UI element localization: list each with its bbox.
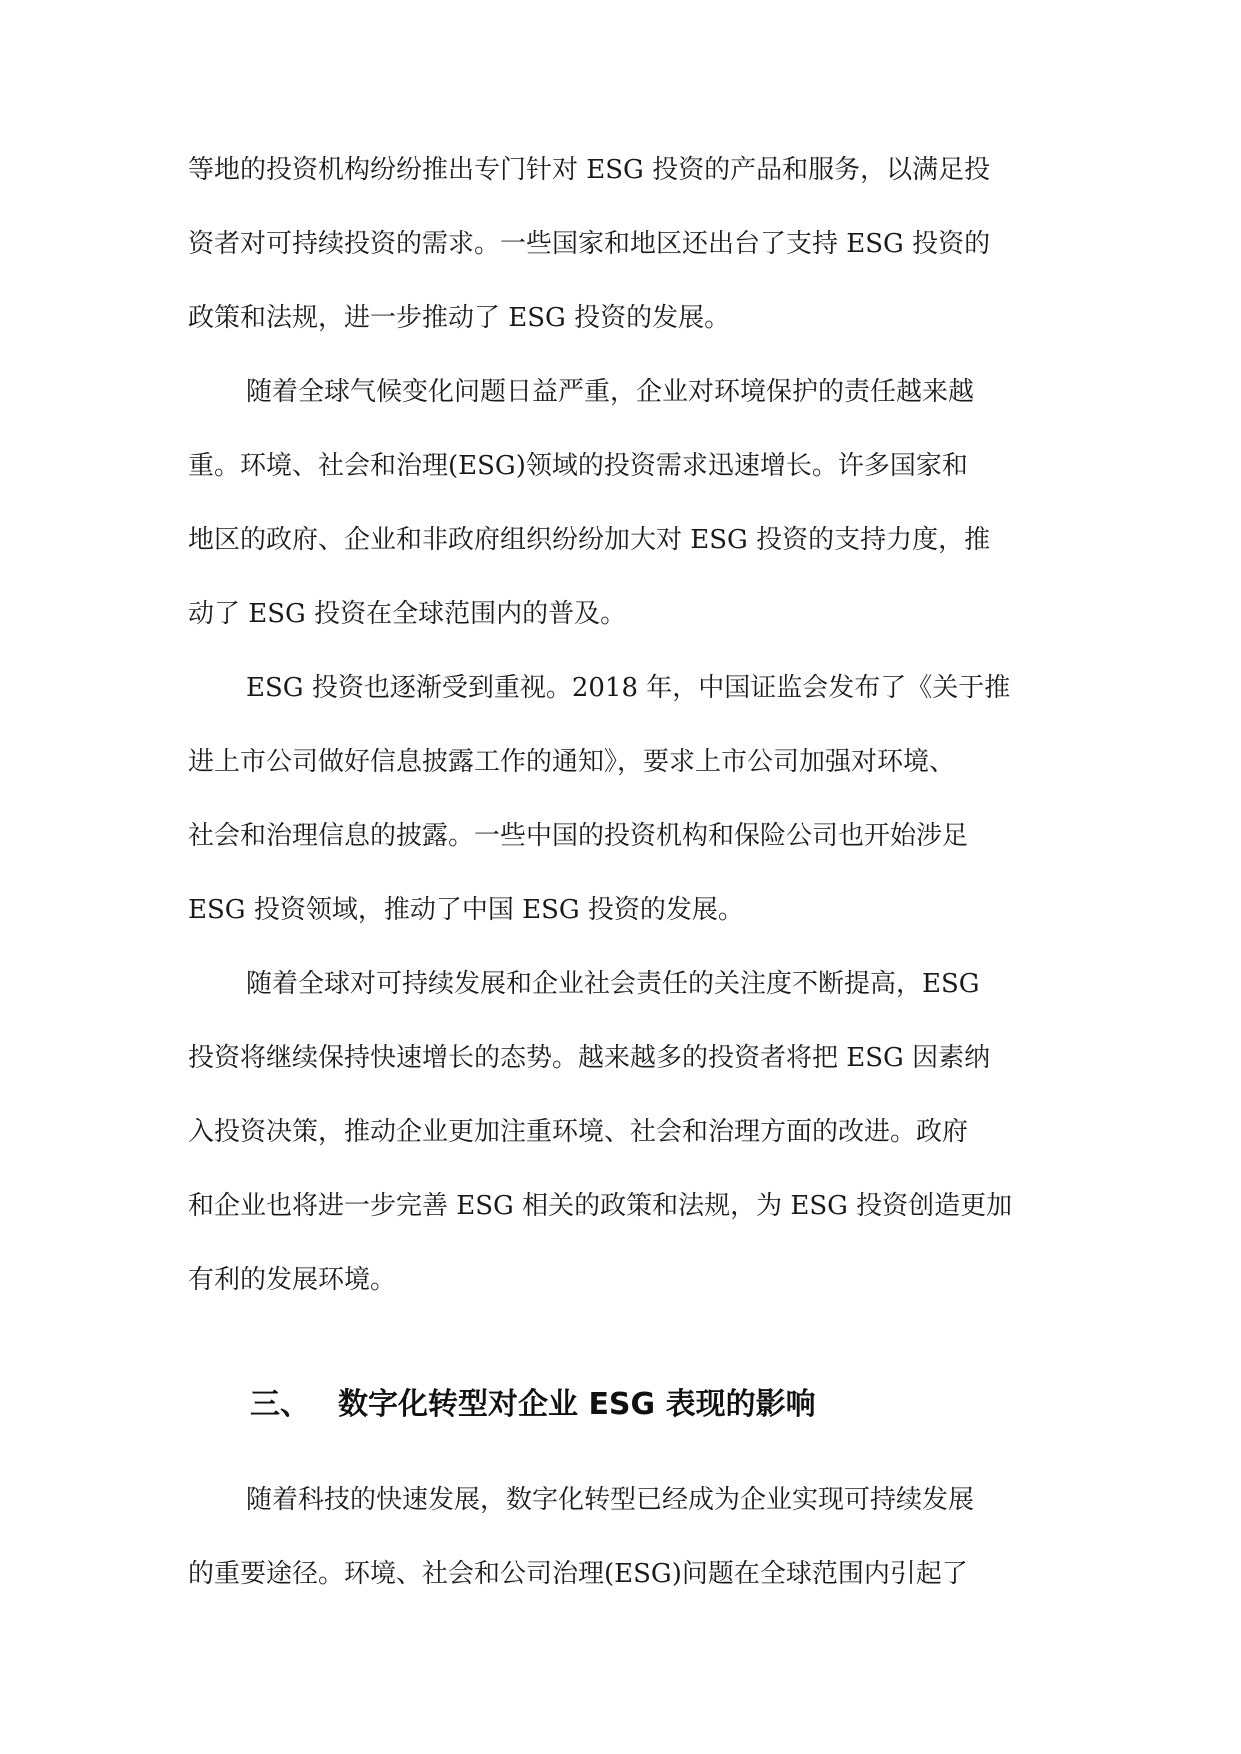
text-line: 等地的投资机构纷纷推出专门针对 ESG 投资的产品和服务，以满足投	[188, 155, 991, 185]
text-line: 的重要途径。环境、社会和公司治理(ESG)问题在全球范围内引起了	[188, 1559, 968, 1589]
section-number: 三、	[250, 1387, 310, 1422]
paragraph-3	[188, 651, 1053, 947]
section-heading	[250, 1385, 816, 1425]
paragraph-1	[188, 133, 1053, 355]
text-line: 资者对可持续投资的需求。一些国家和地区还出台了支持 ESG 投资的	[188, 229, 991, 259]
text-line: 随着全球气候变化问题日益严重，企业对环境保护的责任越来越	[246, 377, 975, 407]
text-line: 政策和法规，进一步推动了 ESG 投资的发展。	[188, 303, 731, 333]
text-line: 进上市公司做好信息披露工作的通知》，要求上市公司加强对环境、	[188, 747, 956, 777]
text-line: 有利的发展环境。	[188, 1265, 397, 1295]
section-title: 数字化转型对企业 ESG 表现的影响	[338, 1387, 816, 1422]
text-line: 和企业也将进一步完善 ESG 相关的政策和法规，为 ESG 投资创造更加	[188, 1191, 1013, 1221]
text-line: 随着科技的快速发展，数字化转型已经成为企业实现可持续发展	[246, 1485, 975, 1515]
paragraph-2	[188, 355, 1053, 651]
text-line: 动了 ESG 投资在全球范围内的普及。	[188, 599, 627, 629]
text-line: 重。环境、社会和治理(ESG)领域的投资需求迅速增长。许多国家和	[188, 451, 968, 481]
text-line: 社会和治理信息的披露。一些中国的投资机构和保险公司也开始涉足	[188, 821, 969, 851]
body-text-upper	[188, 133, 1053, 1317]
text-line: ESG 投资领域，推动了中国 ESG 投资的发展。	[188, 895, 744, 925]
text-line: ESG 投资也逐渐受到重视。2018 年，中国证监会发布了《关于推	[246, 673, 1011, 703]
text-line: 地区的政府、企业和非政府组织纷纷加大对 ESG 投资的支持力度，推	[188, 525, 991, 555]
text-line: 入投资决策，推动企业更加注重环境、社会和治理方面的改进。政府	[188, 1117, 969, 1147]
text-line: 投资将继续保持快速增长的态势。越来越多的投资者将把 ESG 因素纳	[188, 1043, 991, 1073]
paragraph-4	[188, 947, 1053, 1317]
text-line: 随着全球对可持续发展和企业社会责任的关注度不断提高，ESG	[246, 969, 980, 999]
body-text-lower	[188, 1463, 1053, 1611]
section-paragraph-1	[188, 1463, 1053, 1611]
